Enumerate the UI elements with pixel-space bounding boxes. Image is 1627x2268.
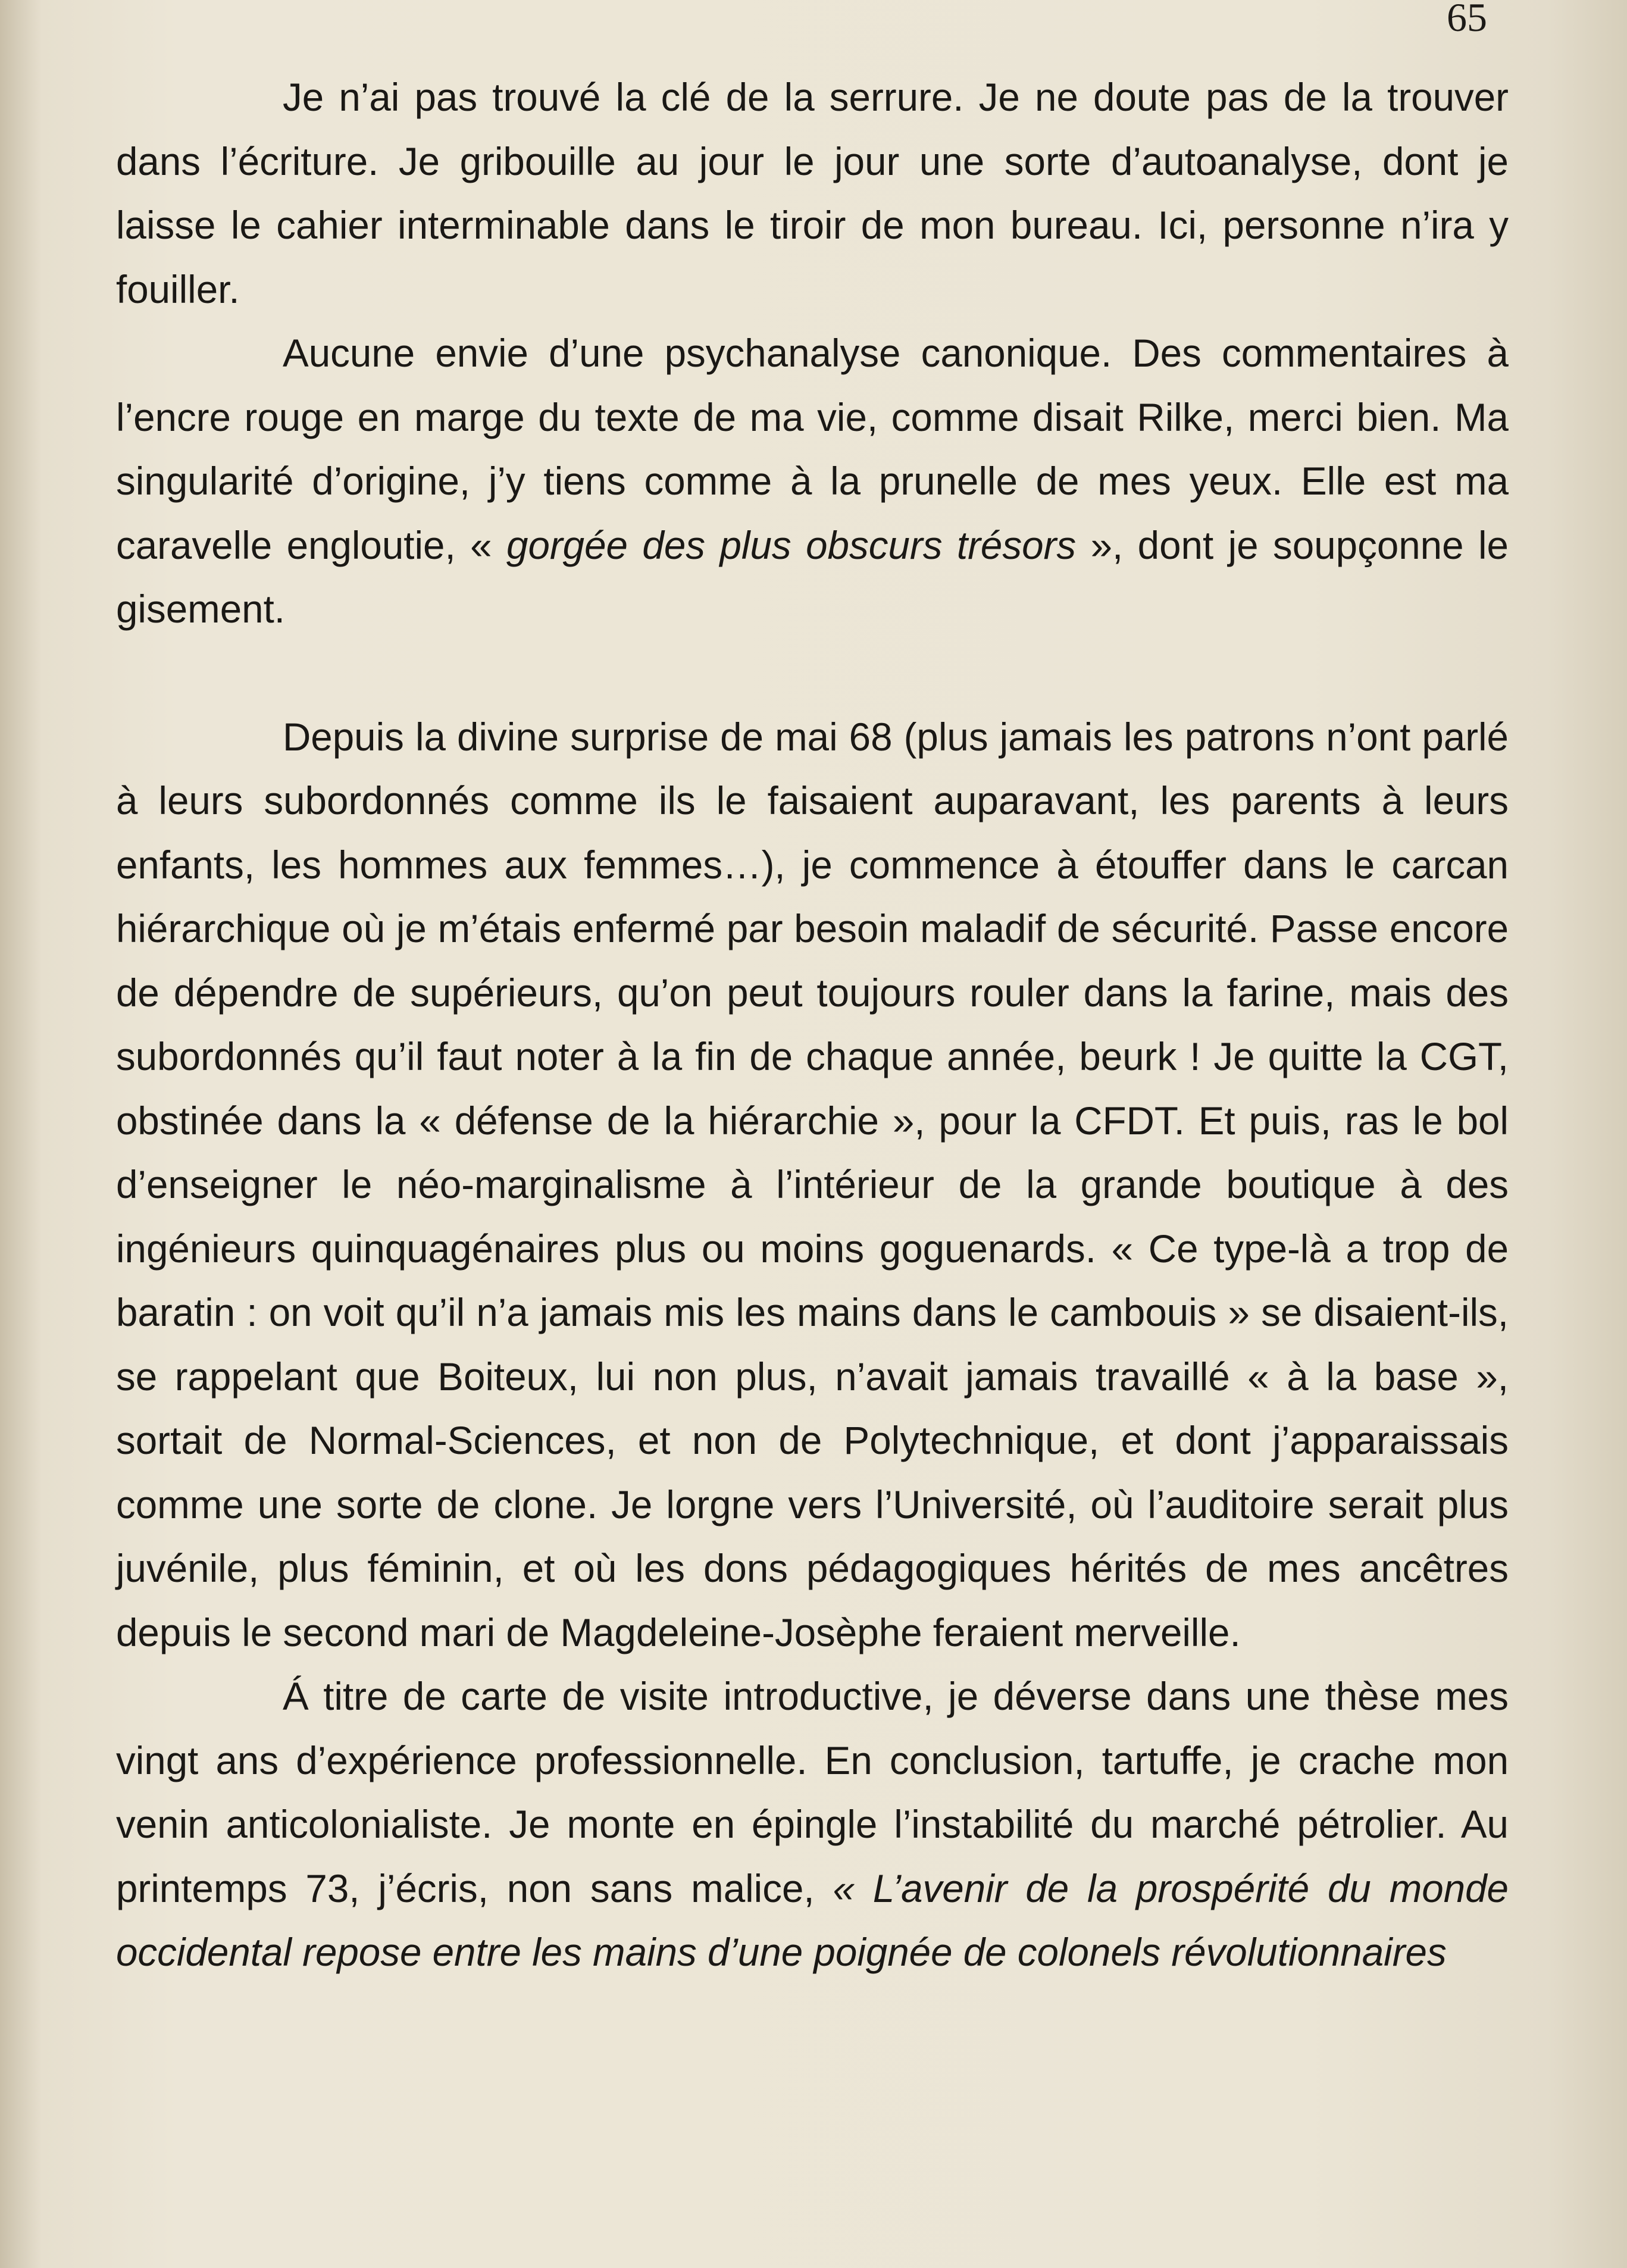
body-text bbox=[116, 65, 1509, 1985]
page-number: 65 bbox=[1447, 0, 1487, 40]
paragraph-1 bbox=[116, 65, 1509, 321]
paragraph-4-text: Á titre de carte de visite introductive, je déverse dans une thèse mes vingt ans d’expérience professionnelle. En conclusion, tartuffe, je crache mon venin anticolonialiste. Je monte en épingle l’instabilité du marché pétrolier. Au printemps 73, j’écris, non sans malice, bbox=[116, 1675, 1509, 1910]
paragraph-3-text: Depuis la divine surprise de mai 68 (plus jamais les patrons n’ont parlé à leurs subordonnés comme ils le faisaient auparavant, les parents à leurs enfants, les hommes aux femmes…), je commence à étouffer dans le carcan hiérarchique où je m’étais enfermé par besoin maladif de sécurité. Passe encore de dépendre de supérieurs, qu’on peut toujours rouler dans la farine, mais des subordonnés qu’il faut noter à la fin de chaque année, beurk ! Je quitte la CGT, obstinée dans la « défense de la hiérarchie », pour la CFDT. Et puis, ras le bol d’enseigner le néo-marginalisme à l’intérieur de la grande boutique à des ingénieurs quinquagénaires plus ou moins goguenards. « Ce type-là a trop de baratin : on voit qu’il n’a jamais mis les mains dans le cambouis » se disaient-ils, se rappelant que Boiteux, lui non plus, n’avait jamais travaillé « à la base », sortait de Normal-Sciences, et non de Polytechnique, et dont j’apparaissais comme une sorte de clone. Je lorgne vers l’Université, où l’auditoire serait plus juvénile, plus féminin, et où les dons pédagogiques hérités de mes ancêtres depuis le second mari de Magdeleine-Josèphe feraient merveille. bbox=[116, 715, 1509, 1654]
paragraph-2-text-end: », dont je soupçonne le gisement. bbox=[116, 523, 1509, 631]
paragraph-2-text: Aucune envie d’une psychanalyse canonique. Des commentaires à l’encre rouge en marge du texte de ma vie, comme disait Rilke, merci bien. Ma singularité d’origine, j’y tiens comme à la prunelle de mes yeux. Elle est ma caravelle engloutie, « bbox=[116, 331, 1509, 567]
paragraph-1-text: Je n’ai pas trouvé la clé de la serrure. Je ne doute pas de la trouver dans l’écriture. Je gribouille au jour le jour une sorte d’autoanalyse, dont je laisse le cahier interminable dans le tiroir de mon bureau. Ici, personne n’ira y fouiller. bbox=[116, 76, 1509, 311]
paragraph-4 bbox=[116, 1665, 1509, 1985]
paragraph-2-quote: gorgée des plus obscurs trésors bbox=[506, 523, 1077, 567]
paragraph-2 bbox=[116, 321, 1509, 642]
paragraph-3 bbox=[116, 705, 1509, 1665]
paragraph-4-quote: « L’avenir de la prospérité du monde occidental repose entre les mains d’une poignée de colonels révolutionnaires bbox=[116, 1866, 1509, 1974]
